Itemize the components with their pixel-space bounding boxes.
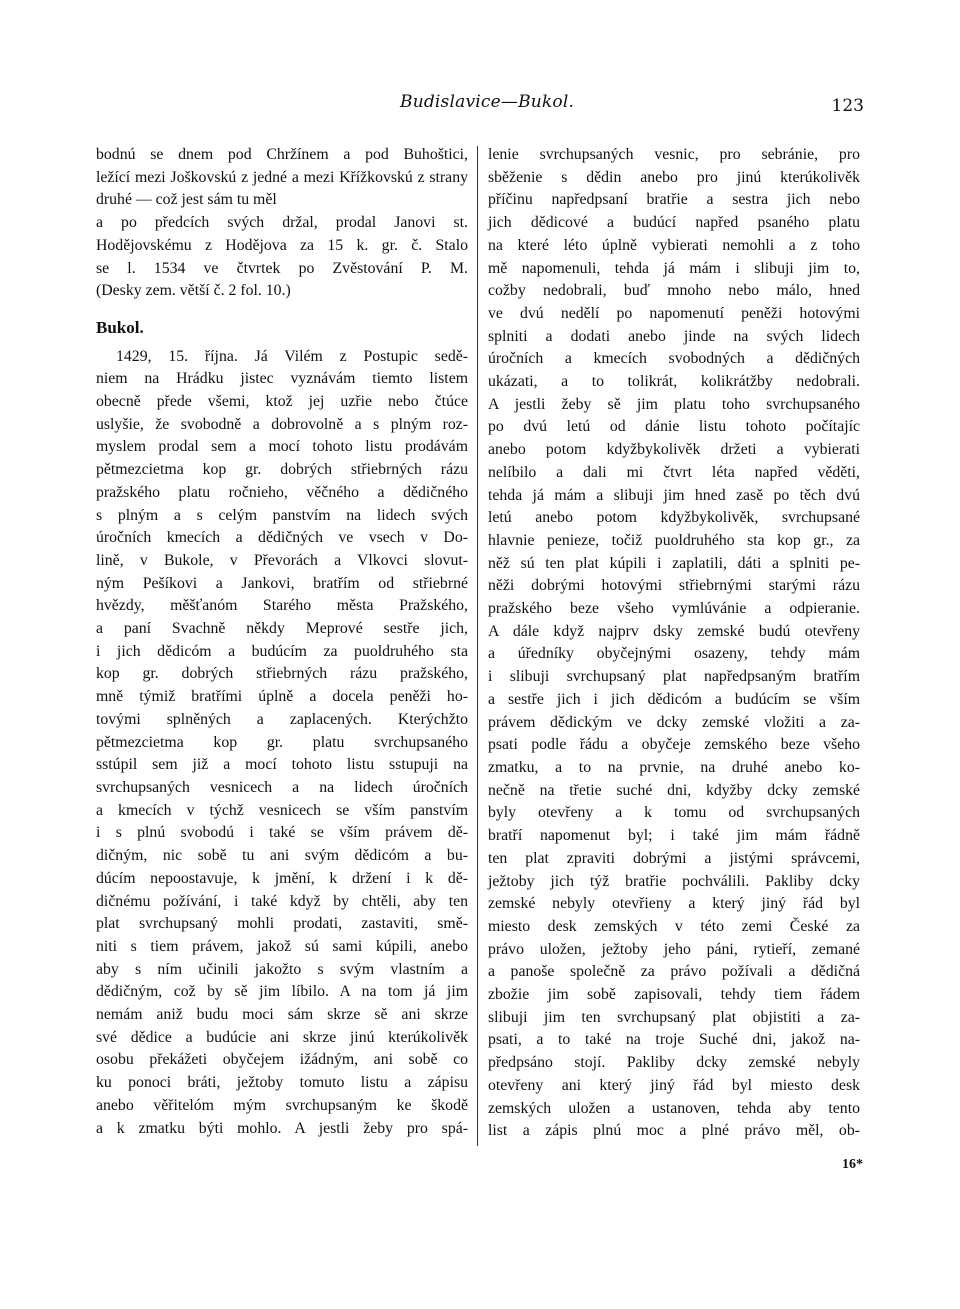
text-line: kop gr. dobrých střiebrných rázu pražského,: [96, 665, 468, 683]
text-line: něž sú ten plat kúpili i zaplatili, dáti a splniti pe-: [488, 554, 860, 572]
text-line: na které léto úplně vybierati nemohli a z toho: [488, 236, 860, 254]
text-line: úročních kmecích a dědičných ve vsech v Do-: [96, 529, 468, 547]
column-divider: [477, 146, 478, 1146]
text-line: a sestře jich i jich dědicóm a budúcím se vším: [488, 690, 860, 708]
text-line: ku ponoci bráti, ježtoby tomuto listu a zápisu: [96, 1074, 468, 1092]
text-line: něži dobrými hotovými střiebrnými starými rázu: [488, 577, 860, 595]
text-line: A jestli žeby sě jim platu toho svrchupsaného: [488, 395, 860, 413]
text-line: splniti a dodati anebo jinde na svých lidech: [488, 327, 860, 345]
text-line: pětmezcietma kop gr. dobrých střiebrných rázu: [96, 461, 468, 479]
text-line: ukázati, a to tolikrát, kolikrátžby nedobrali.: [488, 373, 860, 391]
text-line: právem dědickým ve dcky zemské vložiti a za-: [488, 713, 860, 731]
text-line: zemské nebyly otevřieny a který jiný řád byl: [488, 895, 860, 913]
text-line: tehda já mám a slibuji jim hned zasě po těch dvú: [488, 486, 860, 504]
text-line: právo uložen, ježtoby jeho páni, rytieří, zemané: [488, 940, 860, 958]
left-column-intro: [96, 144, 468, 303]
text-line: a kmecích v týchž vesnicech se vším panstvím: [96, 801, 468, 819]
text-line: sstúpil sem již a mocí tohoto listu sstupuji na: [96, 756, 468, 774]
text-line: 1429, 15. října. Já Vilém z Postupic sedě-: [116, 347, 468, 365]
text-line: nemám aniž budu moci sám skrze sě ani skrze: [96, 1006, 468, 1024]
text-line: zemských uložen a ustanoven, tehda aby tento: [488, 1099, 860, 1117]
left-column-body: [96, 346, 468, 1141]
text-line: ve dvú nedělí po napomenutí peněži hotovými: [488, 304, 860, 322]
text-line: bodnú se dnem pod Chržínem a pod Buhoštici,: [96, 146, 468, 163]
text-line: a úředníky obyčejnými osazeny, tehdy mám: [488, 645, 860, 663]
right-column: [488, 144, 860, 1143]
text-line: předpsáno stojí. Pakliby dcky zemské nebyly: [488, 1054, 860, 1072]
left-column: [96, 144, 468, 1140]
text-line: a paní Svachně někdy Meprové sestře jich,: [96, 620, 468, 638]
text-line: letú anebo potom kdyžbykolivěk, svrchupsané: [488, 509, 860, 527]
text-line: bratří napomenut byl; i také jim mám řádně: [488, 827, 860, 845]
text-line: dičnému požívání, i také když by chtěli, aby ten: [96, 892, 468, 910]
running-title: Budislavice—Bukol.: [400, 92, 575, 112]
text-line: plat svrchupsaný mohli prodati, zastaviti, smě-: [96, 915, 468, 933]
text-line: myslem prodal sem a mocí tohoto listu prodávám: [96, 438, 468, 456]
text-line: A dále když najprv dsky zemské budú otevřeny: [488, 622, 860, 640]
text-line: uslyšie, že svobodně a dobrovolně a s plným roz-: [96, 415, 468, 433]
text-line: ježtoby jich týž bratřie pochválili. Pakliby dcky: [488, 872, 860, 890]
text-line: příčinu napředpsaní bratřie a sestra jich nebo: [488, 191, 860, 209]
text-line: i s plnú svobodú i také se vším právem dě-: [96, 824, 468, 842]
text-line: hvězdy, měšťanóm Starého města Pražského,: [96, 597, 468, 615]
text-line: úročních a kmecích svobodných a dědičných: [488, 350, 860, 368]
text-line: ným Pešíkovi a Jankovi, bratřím od střiebrné: [96, 574, 468, 592]
text-line: pražského beze všeho vymlúvánie a odpieranie.: [488, 600, 860, 618]
text-line: ten plat zpraviti dobrými a jistými správcemi,: [488, 849, 860, 867]
page-number: 123: [831, 96, 864, 116]
text-line: (Desky zem. větší č. 2 fol. 10.): [96, 282, 291, 300]
text-line: psati podle řádu a obyčeje zemského beze všeho: [488, 736, 860, 754]
text-line: a panoše společně za právo požívali a dědičná: [488, 963, 860, 981]
text-line: list a zápis plnú moc a plné právo měl, ob-: [488, 1122, 860, 1140]
text-line: osobu překážeti obyčejem ižádným, ani sobě co: [96, 1051, 468, 1069]
text-line: sběženie s dědin anebo pro jinú kterúkolivěk: [488, 168, 860, 186]
text-line: nečně na třetie suché dni, kdyžby dcky zemské: [488, 781, 860, 799]
text-line: jich dědicové a budúcí napřed psaného platu: [488, 214, 860, 232]
text-line: anebo věřitelóm mým svrchupsaným ke škodě: [96, 1096, 468, 1114]
text-line: své dědice a budúcie ani skrze jinú kterúkolivěk: [96, 1028, 468, 1046]
signature-mark: 16*: [842, 1157, 863, 1172]
text-line: byly otevřeny a k tomu od svrchupsaných: [488, 804, 860, 822]
text-line: dúcím nepoostavuje, k jmění, k držení i k dě-: [96, 869, 468, 887]
section-heading: Bukol.: [96, 317, 144, 337]
text-line: miesto desk zemských v této zemi České za: [488, 917, 860, 935]
text-line: Hodějovskému z Hodějova za 15 k. gr. č. Stalo: [96, 236, 468, 254]
text-line: zmatku, a to na prvnie, na druhé anebo ko-: [488, 758, 860, 776]
text-line: mně týmiž bratřími úplně a docela peněži ho-: [96, 688, 468, 706]
text-line: dědičným, což by sě jim líbilo. A na tom já jim: [96, 983, 468, 1001]
text-line: lenie svrchupsaných vesnic, pro sebránie, pro: [488, 146, 860, 163]
text-line: dičným, nic sobě tu ani svým dědicóm a bu-: [96, 847, 468, 865]
text-line: i jich dědicóm a budúcím za puoldruhého sta: [96, 642, 468, 660]
text-line: tovými splněných a zaplacených. Kterýchžto: [96, 710, 468, 728]
text-line: niem na Hrádku jistec vyznávám tiemto listem: [96, 370, 468, 388]
text-line: obecně přede všemi, ktož jej uzřie nebo čtúce: [96, 393, 468, 411]
text-line: cožby nedobrali, buď mnoho nebo málo, hned: [488, 282, 860, 300]
text-line: pětmezcietma kop gr. platu svrchupsaného: [96, 733, 468, 751]
text-line: i slibuji svrchupsaný plat napředpsaným bratřím: [488, 668, 860, 686]
text-line: mě napomenuli, tehda já mám i slibuji jim to,: [488, 259, 860, 277]
text-line: psati, a to také na troje Suché dni, jakož na-: [488, 1031, 860, 1049]
text-line: hlavnie penieze, točiž puoldruhého sta kop gr., za: [488, 531, 860, 549]
text-line: ležící mezi Joškovskú z jedné a mezi Křížkovskú z strany druhé — což jest sám tu měl: [96, 168, 468, 209]
text-line: aby s ním učinili jakožto s svým vlastním a: [96, 960, 468, 978]
text-line: slibuji jim ten svrchupsaný plat objistiti a za-: [488, 1008, 860, 1026]
text-line: a po předcích svých držal, prodal Janovi st.: [96, 214, 468, 232]
text-line: anebo potom kdyžbykolivěk držeti a vybierati: [488, 441, 860, 459]
text-line: svrchupsaných vesnicech a na lidech úročních: [96, 778, 468, 796]
text-line: zbožie jim sobě zapisovali, tehdy tiem řádem: [488, 986, 860, 1004]
text-line: nelíbilo a dali mi čtvrt léta napřed věděti,: [488, 463, 860, 481]
text-line: se l. 1534 ve čtvrtek po Zvěstování P. M.: [96, 259, 468, 277]
text-line: lině, v Bukole, v Převorách a Vlkovci slovut-: [96, 551, 468, 569]
text-line: otevřeny ani který jiný řád byl miesto desk: [488, 1076, 860, 1094]
text-line: s plným a s celým panstvím na lidech svých: [96, 506, 468, 524]
text-line: a k zmatku býti mohlo. A jestli žeby pro spá-: [96, 1119, 468, 1137]
text-line: pražského platu ročnieho, věčného a dědičného: [96, 483, 468, 501]
text-line: niti s tiem právem, jakož sú sami kúpili, anebo: [96, 937, 468, 955]
text-line: po dvú letú od dánie listu tohoto počítajíc: [488, 418, 860, 436]
